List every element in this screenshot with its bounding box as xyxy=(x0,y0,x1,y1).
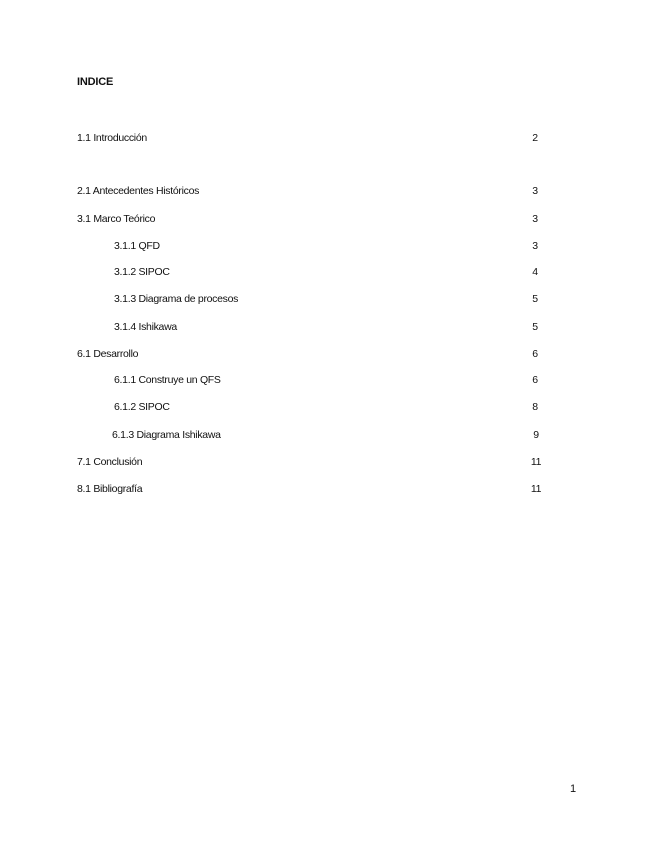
toc-entry-page: 3 xyxy=(532,213,538,225)
toc-entry-page: 6 xyxy=(532,348,538,360)
toc-entry-label: 3.1.3 Diagrama de procesos xyxy=(114,293,239,305)
page-number: 1 xyxy=(570,783,577,795)
toc-entry-label: 3.1.1 QFD xyxy=(114,240,160,252)
toc-entry-label: 6.1.1 Construye un QFS xyxy=(114,374,221,386)
toc-entry-page: 11 xyxy=(530,483,542,495)
toc-entry-label: 3.1 Marco Teórico xyxy=(77,213,156,225)
toc-entry-page: 2 xyxy=(532,132,538,144)
toc-entry-label: 6.1 Desarrollo xyxy=(77,348,139,360)
toc-entry-label: 8.1 Bibliografía xyxy=(77,483,143,495)
toc-entry-bibliografia xyxy=(0,483,655,497)
toc-entry-label: 3.1.2 SIPOC xyxy=(114,266,170,278)
toc-entry-page: 4 xyxy=(532,266,538,278)
toc-entry-desarrollo xyxy=(0,348,655,362)
toc-entry-antecedentes xyxy=(0,185,655,199)
toc-entry-introduccion xyxy=(0,132,655,146)
toc-entry-conclusion xyxy=(0,456,655,470)
toc-entry-page: 8 xyxy=(532,401,538,413)
toc-entry-construye-qfs xyxy=(0,374,655,388)
toc-entry-ishikawa xyxy=(0,321,655,335)
toc-entry-label: 1.1 Introducción xyxy=(77,132,147,144)
toc-entry-marco-teorico xyxy=(0,213,655,227)
toc-entry-label: 3.1.4 Ishikawa xyxy=(114,321,177,333)
toc-entry-sipoc xyxy=(0,266,655,280)
toc-entry-sipoc-desarrollo xyxy=(0,401,655,415)
index-title: INDICE xyxy=(77,76,114,88)
toc-entry-page: 5 xyxy=(532,293,538,305)
toc-entry-diagrama-ishikawa xyxy=(0,429,655,443)
toc-entry-page: 9 xyxy=(533,429,539,441)
toc-entry-page: 11 xyxy=(530,456,542,468)
toc-entry-label: 2.1 Antecedentes Históricos xyxy=(77,185,200,197)
toc-entry-page: 6 xyxy=(532,374,538,386)
toc-entry-label: 6.1.3 Diagrama Ishikawa xyxy=(112,429,221,441)
toc-entry-diagrama-procesos xyxy=(0,293,655,307)
toc-entry-label: 7.1 Conclusión xyxy=(77,456,143,468)
toc-entry-page: 3 xyxy=(532,185,538,197)
toc-entry-label: 6.1.2 SIPOC xyxy=(114,401,170,413)
toc-entry-page: 3 xyxy=(532,240,538,252)
toc-entry-page: 5 xyxy=(532,321,538,333)
toc-entry-qfd xyxy=(0,240,655,254)
